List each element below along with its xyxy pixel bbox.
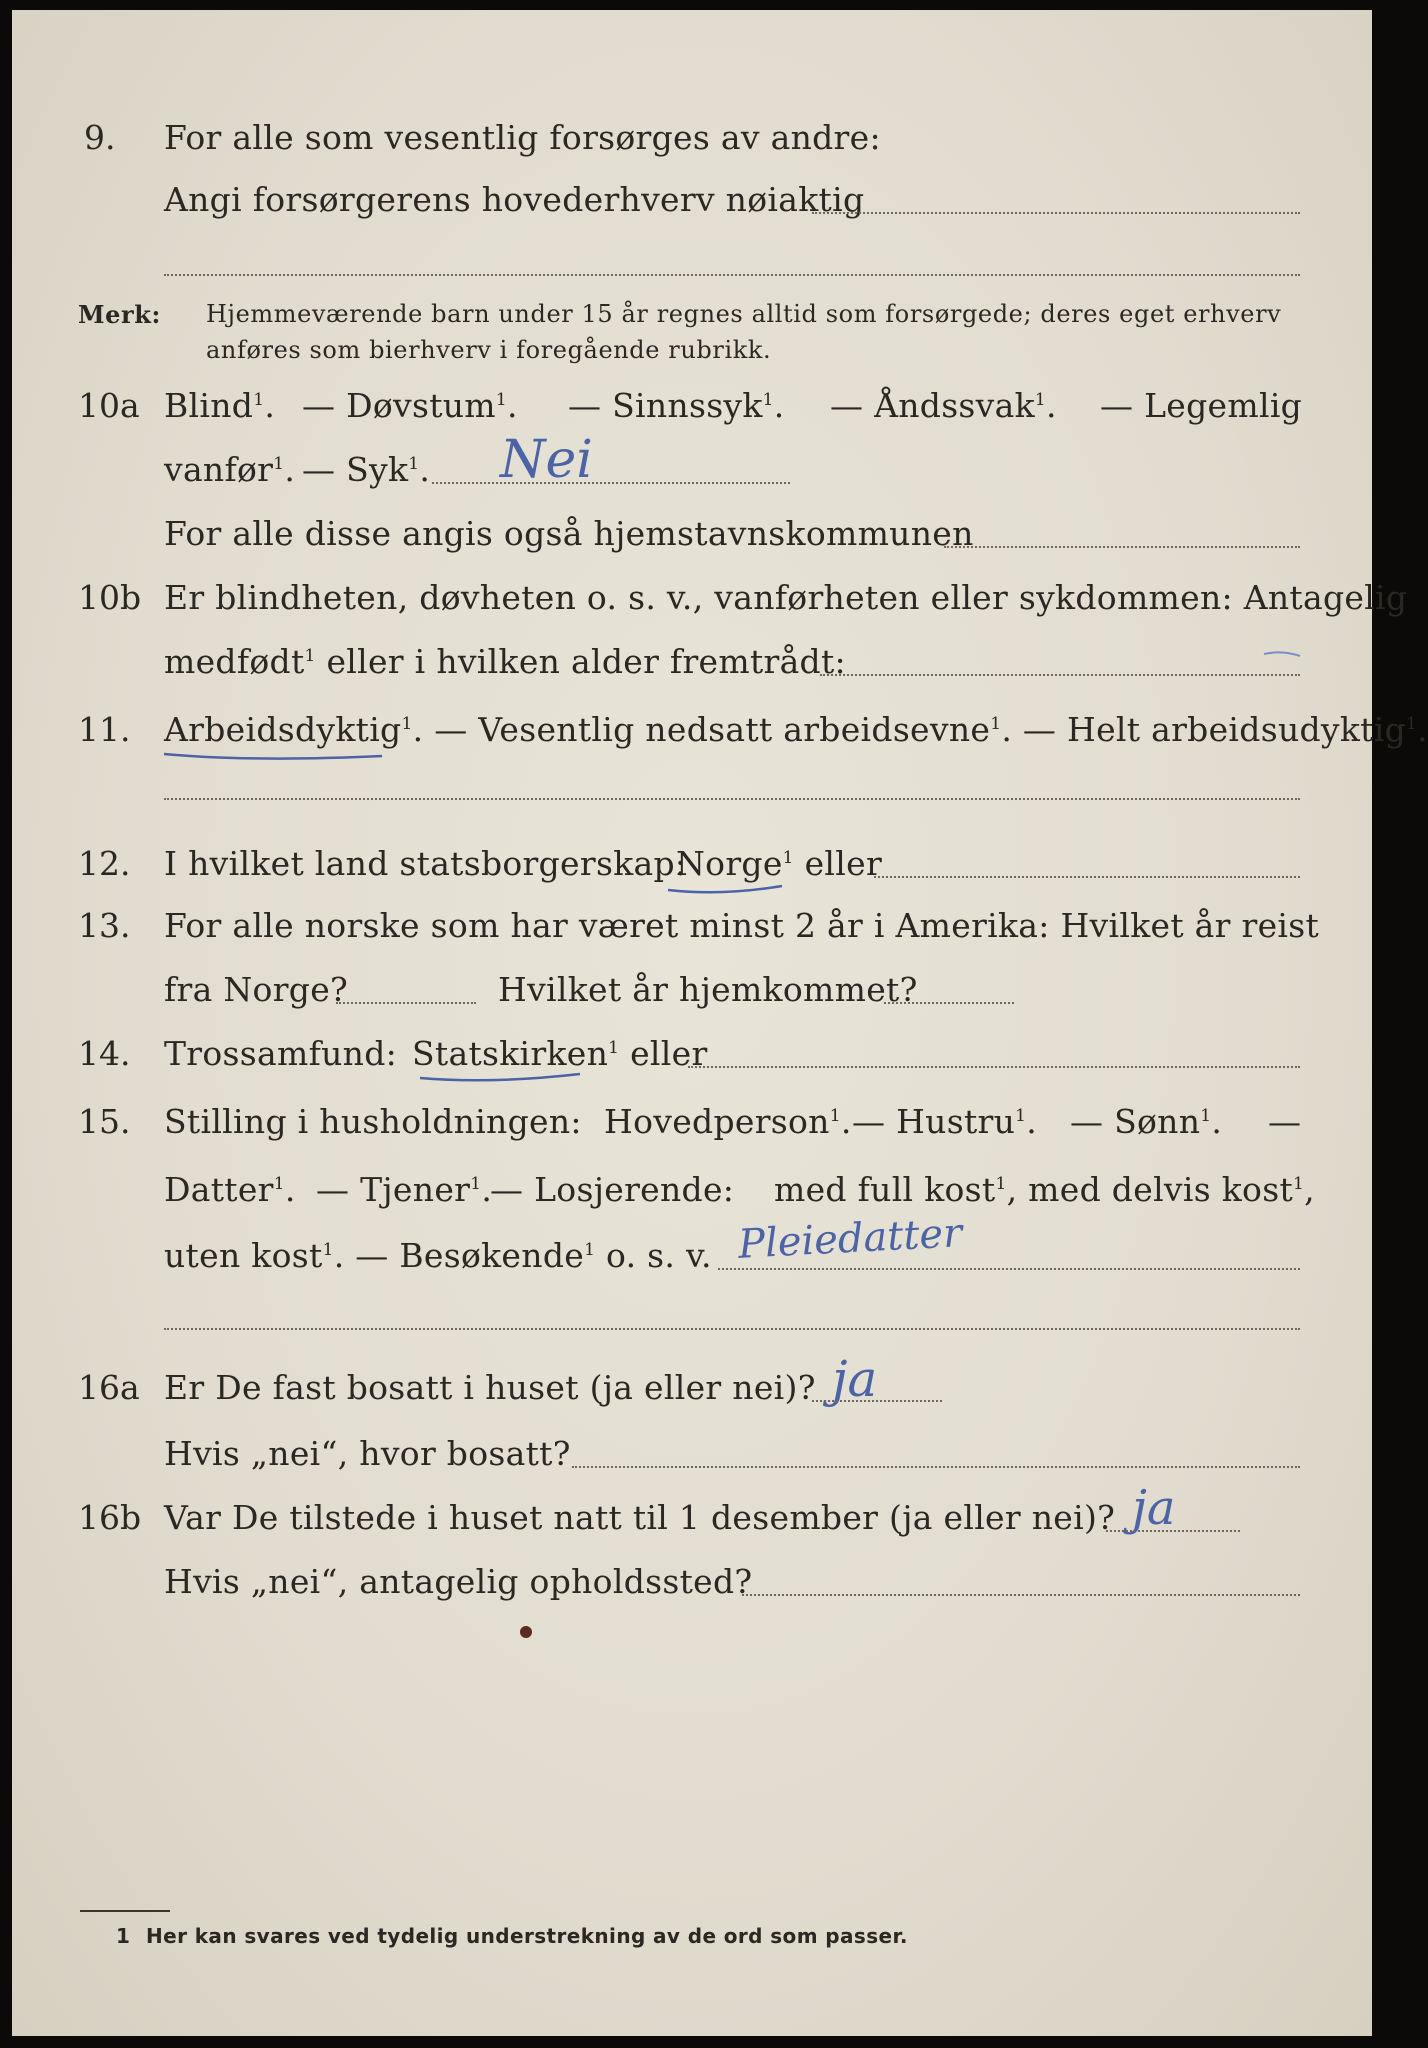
q16a-handwritten-answer: ja — [832, 1350, 878, 1408]
underline-arbeidsdyktig — [164, 754, 382, 759]
q10a-handwritten-answer: Nei — [500, 430, 593, 490]
q16a-line1: Er De fast bosatt i huset (ja eller nei)? — [164, 1368, 816, 1407]
q15-kost: med full kost$^1$, med delvis kost$^1$, — [774, 1170, 1315, 1209]
q14-label: Trossamfund: — [164, 1034, 398, 1073]
footnote-text: Her kan svares ved tydelig understrekning av de ord som passer. — [146, 1924, 908, 1948]
q9-line2: Angi forsørgerens hovederhverv nøiaktig — [164, 180, 865, 219]
q16a-line2: Hvis „nei“, hvor bosatt? — [164, 1434, 571, 1473]
q16b-line2: Hvis „nei“, antagelig opholdssted? — [164, 1562, 753, 1601]
q15-utenkost: uten kost$^1$. — Besøkende$^1$ o. s. v. — [164, 1236, 712, 1275]
q16b-handwritten-answer: ja — [1132, 1480, 1176, 1536]
pen-marks — [12, 10, 1372, 2036]
q10a-andssvak: — Åndssvak$^1$. — [830, 386, 1057, 425]
q10a-sinnssyk: — Sinnssyk$^1$. — [568, 386, 785, 425]
q10a-dovstum: — Døvstum$^1$. — [302, 386, 518, 425]
q12-norge: Norge$^1$ eller — [676, 844, 883, 883]
footnote-mark: 1 — [116, 1924, 131, 1948]
q16b-number: 16b — [78, 1498, 142, 1537]
q15-datter: Datter$^1$. — [164, 1170, 296, 1209]
q15-tjener: — Tjener$^1$. — [316, 1170, 493, 1209]
underline-norge — [668, 886, 782, 892]
q10a-legemlig: — Legemlig — [1100, 386, 1303, 425]
q11-line: Arbeidsdyktig$^1$. — Vesentlig nedsatt arbeidsevne$^1$. — Helt arbeidsudyktig$^1$. — [164, 710, 1428, 749]
q10a-blind: Blind$^1$. — [164, 386, 276, 425]
q16b-line1: Var De tilstede i huset natt til 1 desember (ja eller nei)? — [164, 1498, 1116, 1537]
merk-line1: Hjemmeværende barn under 15 år regnes alltid som forsørgede; deres eget erhverv — [206, 300, 1282, 328]
q15-number: 15. — [78, 1102, 131, 1141]
q15-sonn: — Sønn$^1$. — [1070, 1102, 1223, 1141]
q12-number: 12. — [78, 844, 131, 883]
q14-statskirken: Statskirken$^1$ eller — [412, 1034, 708, 1073]
q13-hjemkommet: Hvilket år hjemkommet? — [498, 970, 918, 1009]
q10a-syk: — Syk$^1$. — [302, 450, 431, 489]
q15-stilling: Stilling i husholdningen: — [164, 1102, 582, 1141]
q11-number: 11. — [78, 710, 131, 749]
q9-number: 9. — [84, 118, 116, 157]
merk-line2: anføres som bierhverv i foregående rubrikk. — [206, 336, 772, 364]
q15-hustru: — Hustru$^1$. — [852, 1102, 1038, 1141]
q10b-line2: medfødt$^1$ eller i hvilken alder fremtrådt: — [164, 642, 846, 681]
q10b-number: 10b — [78, 578, 142, 617]
q9-line1: For alle som vesentlig forsørges av andre: — [164, 118, 881, 157]
q15-dash: — — [1268, 1102, 1302, 1141]
q14-number: 14. — [78, 1034, 131, 1073]
underline-statskirken — [420, 1074, 580, 1080]
q15-losjerende: — Losjerende: — [490, 1170, 735, 1209]
q15-hovedperson: Hovedperson$^1$. — [604, 1102, 852, 1141]
q15-handwritten-answer: Pleiedatter — [736, 1210, 964, 1268]
q10a-vanfor: vanfør$^1$. — [164, 450, 296, 489]
q10b-line1: Er blindheten, døvheten o. s. v., vanførheten eller sykdommen: Antagelig — [164, 578, 1408, 617]
q10a-line3: For alle disse angis også hjemstavnskommunen — [164, 514, 974, 553]
q13-line1: For alle norske som har været minst 2 år i Amerika: Hvilket år reist — [164, 906, 1320, 945]
q12-text: I hvilket land statsborgerskap: — [164, 844, 687, 883]
q13-fra-norge: fra Norge? — [164, 970, 349, 1009]
q10a-number: 10a — [78, 386, 140, 425]
merk-label: Merk: — [78, 300, 161, 329]
q16a-number: 16a — [78, 1368, 140, 1407]
q13-number: 13. — [78, 906, 131, 945]
stray-mark-10b — [1264, 652, 1300, 656]
census-form-page — [12, 10, 1428, 2036]
